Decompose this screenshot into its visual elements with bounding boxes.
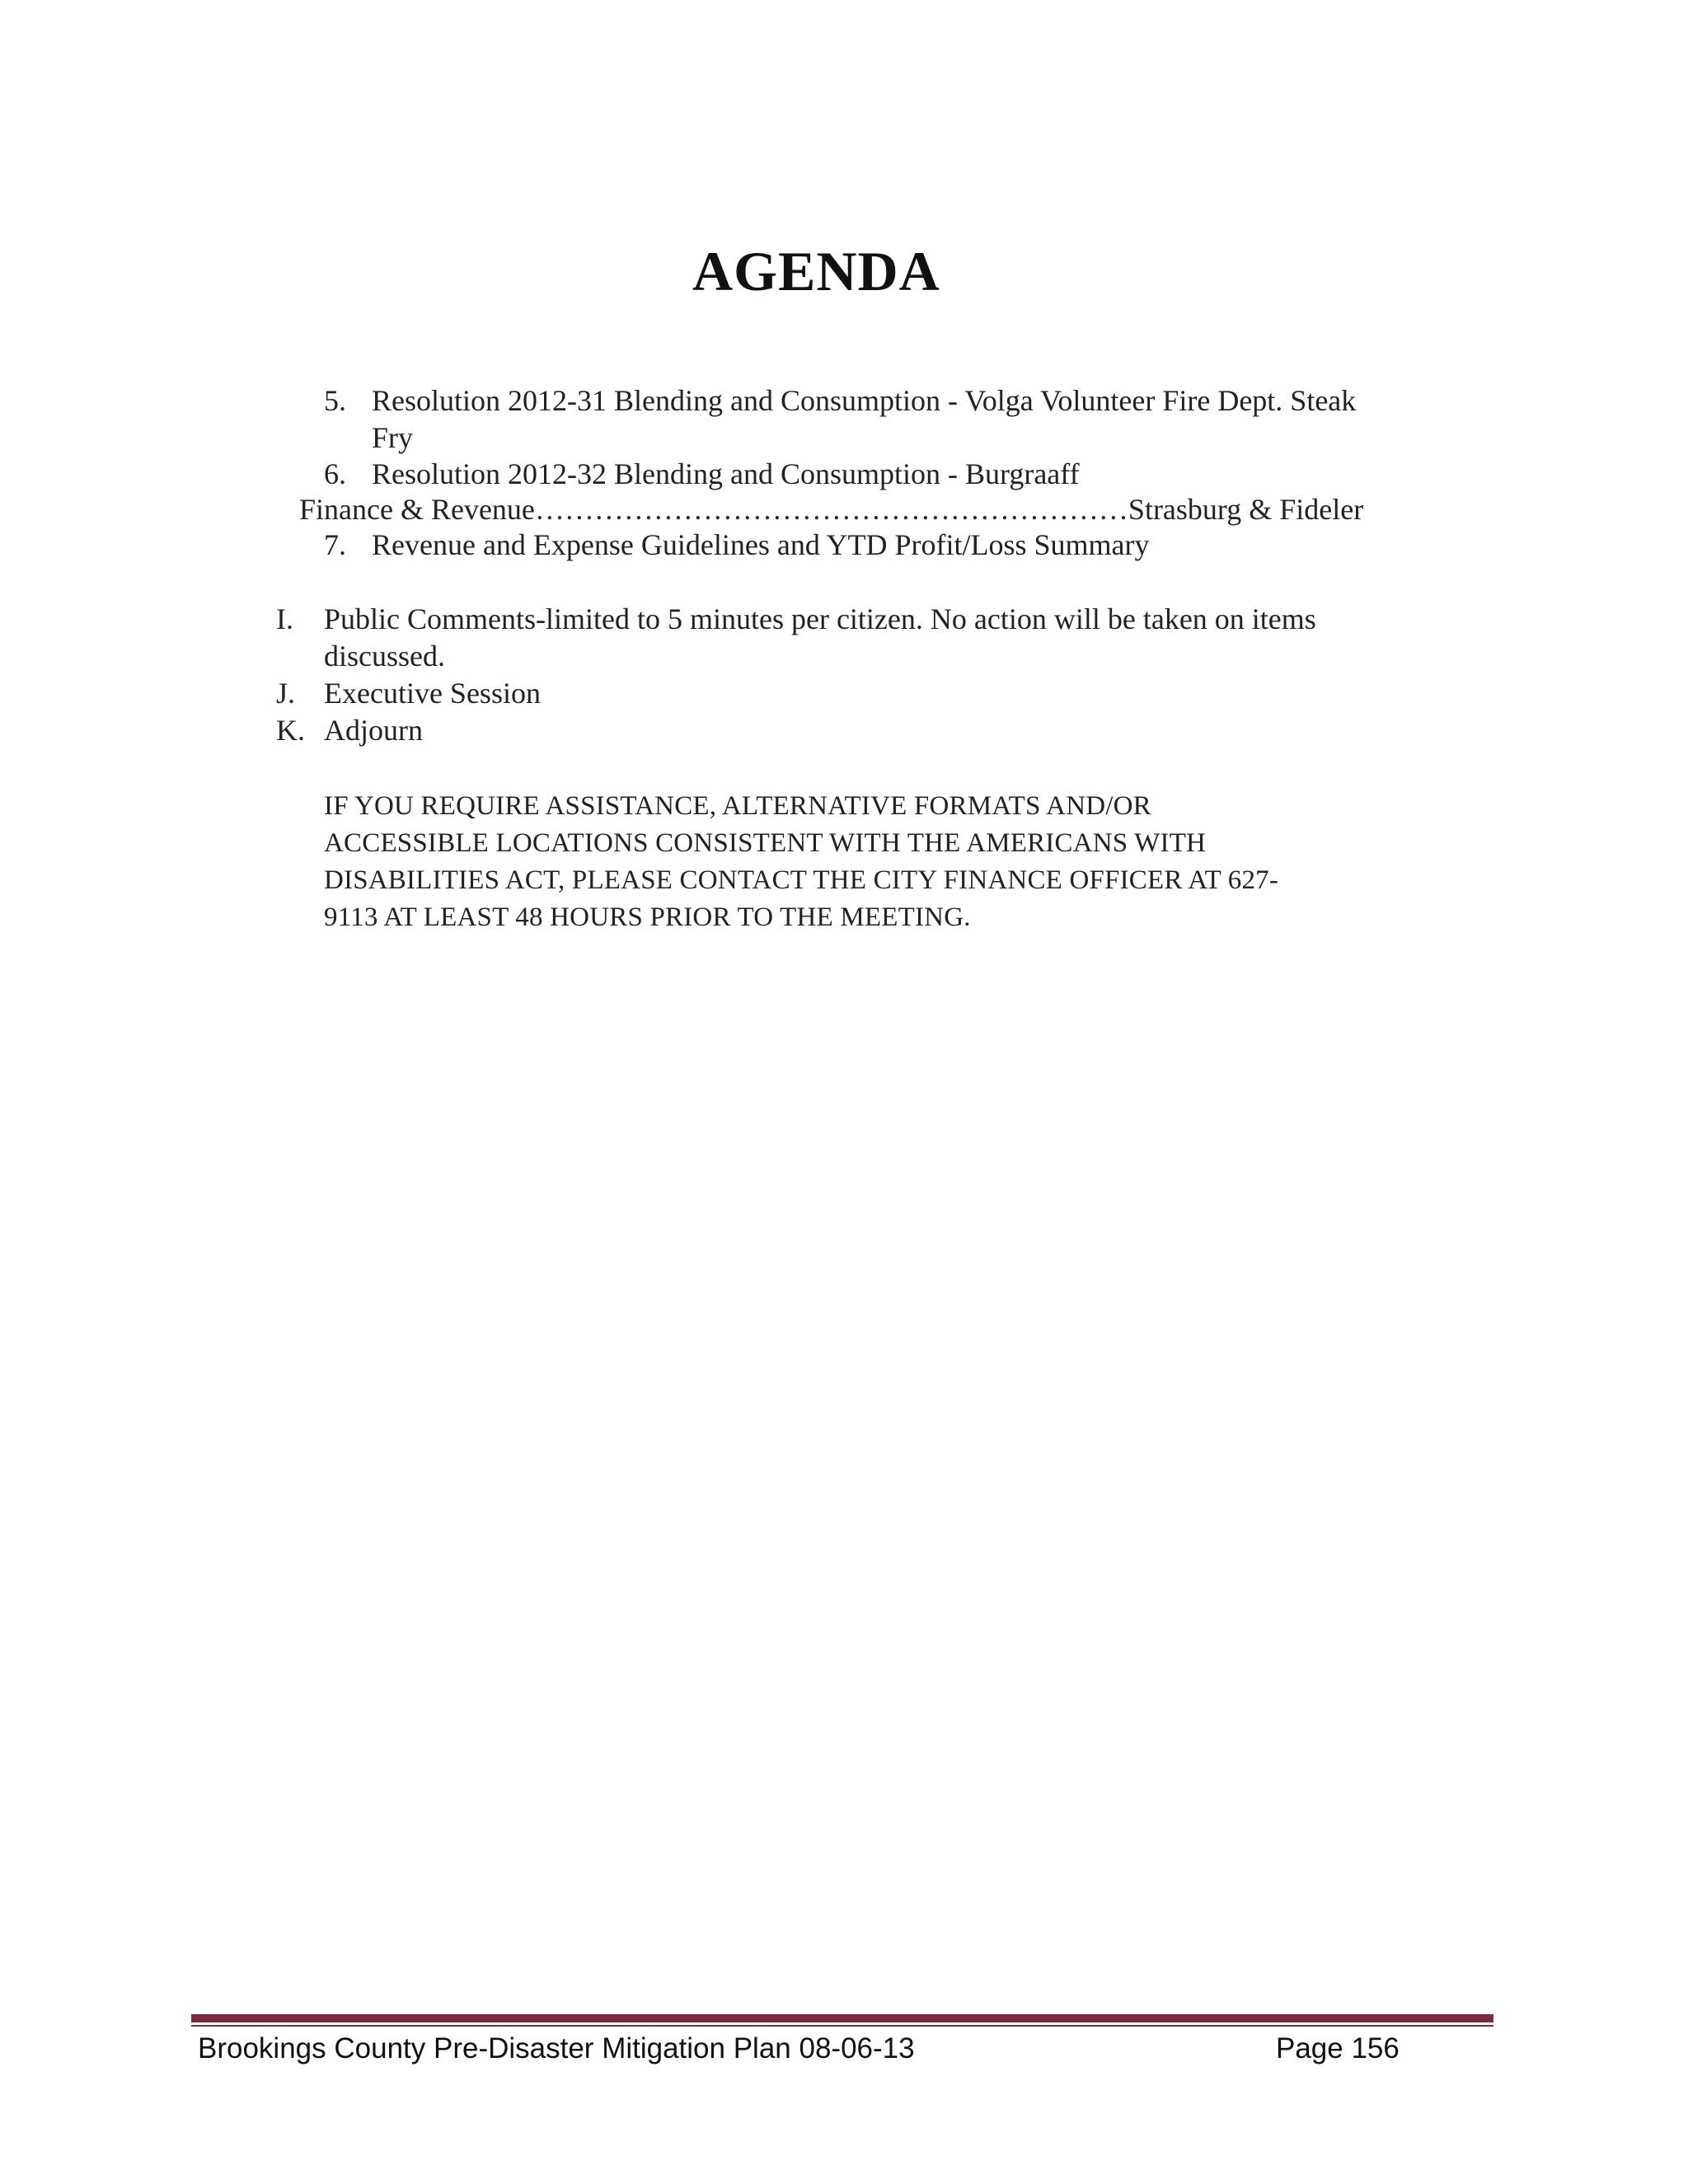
agenda-item-i bbox=[276, 602, 1316, 636]
agenda-item-i-continuation: discussed. bbox=[324, 640, 445, 673]
item-text: Resolution 2012-32 Blending and Consumption - Burgraaff bbox=[372, 457, 1080, 490]
section-finance-revenue bbox=[299, 492, 1363, 527]
item-text: Adjourn bbox=[324, 714, 423, 747]
agenda-item-k bbox=[276, 713, 423, 748]
agenda-item-5 bbox=[324, 383, 1356, 418]
footer-rule-thin bbox=[191, 2025, 1493, 2027]
item-text: Resolution 2012-31 Blending and Consumption - Volga Volunteer Fire Dept. Steak bbox=[372, 384, 1357, 417]
section-presenters: Strasburg & Fideler bbox=[1128, 493, 1364, 526]
scanned-agenda bbox=[272, 239, 1442, 948]
item-letter: K. bbox=[276, 714, 305, 747]
ada-notice-line: DISABILITIES ACT, PLEASE CONTACT THE CITY FINANCE OFFICER AT 627- bbox=[324, 865, 1279, 895]
agenda-title: AGENDA bbox=[692, 240, 940, 302]
item-text: Revenue and Expense Guidelines and YTD Profit/Loss Summary bbox=[372, 528, 1150, 561]
ada-notice-line: IF YOU REQUIRE ASSISTANCE, ALTERNATIVE FORMATS AND/OR bbox=[324, 791, 1151, 821]
section-label: Finance & Revenue bbox=[299, 493, 535, 526]
agenda-item-j bbox=[276, 676, 541, 710]
item-number: 5. bbox=[324, 384, 346, 417]
agenda-item-6 bbox=[324, 457, 1080, 491]
item-text: Public Comments-limited to 5 minutes per citizen. No action will be taken on items bbox=[324, 602, 1316, 635]
footer-page-number: Page 156 bbox=[1276, 2032, 1400, 2064]
agenda-item-7 bbox=[324, 527, 1150, 562]
ada-notice-line: 9113 AT LEAST 48 HOURS PRIOR TO THE MEETING. bbox=[324, 902, 971, 932]
ada-notice-line: ACCESSIBLE LOCATIONS CONSISTENT WITH THE AMERICANS WITH bbox=[324, 828, 1207, 858]
item-letter: J. bbox=[276, 677, 296, 710]
item-number: 6. bbox=[324, 457, 346, 490]
agenda-item-5-continuation: Fry bbox=[372, 421, 414, 454]
footer-document-title: Brookings County Pre-Disaster Mitigation Plan 08-06-13 bbox=[198, 2032, 915, 2064]
item-number: 7. bbox=[324, 528, 346, 561]
footer-rule bbox=[191, 2014, 1493, 2022]
section-leader-dots: …………………………………………………… bbox=[534, 493, 1128, 526]
item-text: Executive Session bbox=[324, 677, 541, 710]
item-letter: I. bbox=[276, 602, 293, 635]
